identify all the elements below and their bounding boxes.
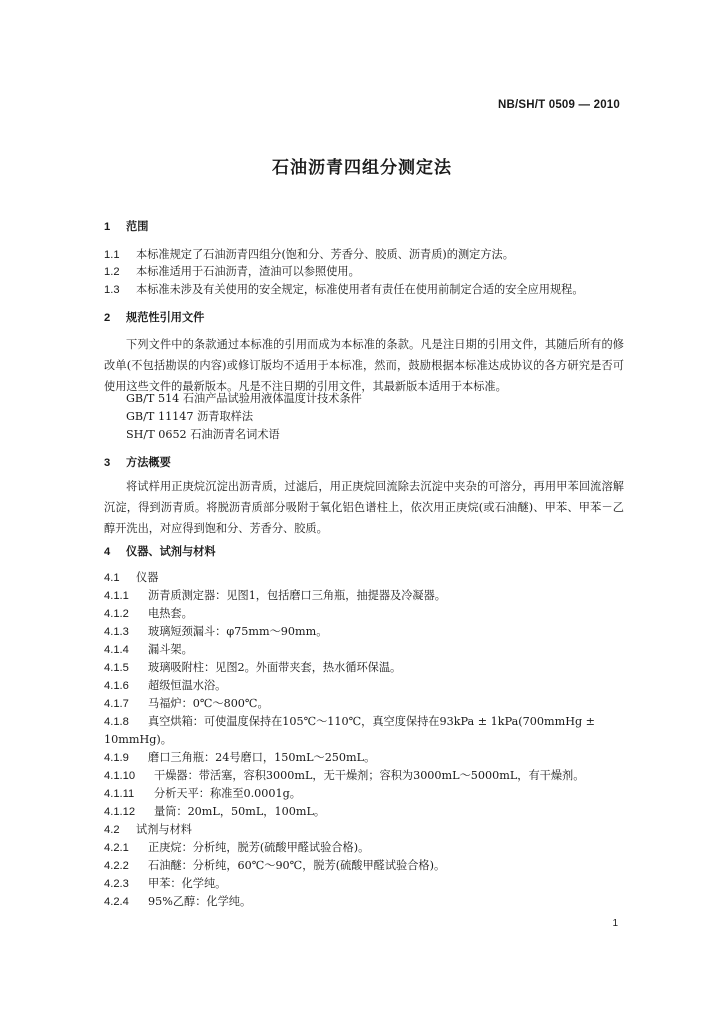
reference-gbt-11147: GB/T 11147 沥青取样法 — [126, 410, 254, 423]
clause-4-1-5: 4.1.5 玻璃吸附柱：见图2。外面带夹套，热水循环保温。 — [104, 661, 402, 674]
clause-1-1: 1.1 本标准规定了石油沥青四组分(饱和分、芳香分、胶质、沥青质)的测定方法。 — [104, 248, 514, 261]
clause-4-1-12: 4.1.12 量筒：20mL，50mL，100mL。 — [104, 805, 326, 818]
page-number: 1 — [612, 918, 618, 929]
section-2-paragraph: 下列文件中的条款通过本标准的引用而成为本标准的条款。凡是注日期的引用文件，其随后所有的修改单(不包括勘误的内容)或修订版均不适用于本标准，然而，鼓励根据本标准达成协议的各方研究是否可使用这些文件的最新版本。凡是不注日期的引用文件，其最新版本适用于本标准。 — [104, 338, 624, 393]
clause-4-1-8: 4.1.8 真空烘箱：可使温度保持在105℃～110℃，真空度保持在93kPa ± 1kPa(700mmHg ± — [104, 715, 596, 728]
clause-4-1-8-continued: 10mmHg)。 — [104, 733, 172, 746]
clause-4-1-11: 4.1.11 分析天平：称准至0.0001g。 — [104, 787, 301, 800]
section-2-heading: 2 规范性引用文件 — [104, 310, 205, 324]
clause-4-2-1: 4.2.1 正庚烷：分析纯，脱芳(硫酸甲醛试验合格)。 — [104, 841, 370, 854]
document-title: 石油沥青四组分测定法 — [272, 158, 452, 178]
clause-4-1-2: 4.1.2 电热套。 — [104, 607, 193, 620]
clause-4-1-7: 4.1.7 马福炉：0℃～800℃。 — [104, 697, 269, 710]
section-1-heading: 1 范围 — [104, 219, 149, 233]
reference-gbt-514: GB/T 514 石油产品试验用液体温度计技术条件 — [126, 392, 362, 405]
section-3-paragraph: 将试样用正庚烷沉淀出沥青质，过滤后，用正庚烷回流除去沉淀中夹杂的可溶分，再用甲苯回流溶解沉淀，得到沥青质。将脱沥青质部分吸附于氧化铝色谱柱上，依次用正庚烷(或石油醚)、甲苯、甲苯－乙醇开洗出，对应得到饱和分、芳香分、胶质。 — [104, 480, 624, 535]
subsection-4-1: 4.1 仪器 — [104, 571, 159, 584]
clause-4-1-1: 4.1.1 沥青质测定器：见图1，包括磨口三角瓶，抽提器及冷凝器。 — [104, 589, 446, 602]
standard-code: NB/SH/T 0509 — 2010 — [497, 99, 620, 111]
section-4-heading: 4 仪器、试剂与材料 — [104, 544, 216, 558]
clause-4-2-4: 4.2.4 95%乙醇：化学纯。 — [104, 895, 252, 908]
clause-4-2-3: 4.2.3 甲苯：化学纯。 — [104, 877, 227, 890]
subsection-4-2: 4.2 试剂与材料 — [104, 823, 192, 836]
clause-4-2-2: 4.2.2 石油醚：分析纯，60℃～90℃，脱芳(硫酸甲醛试验合格)。 — [104, 859, 446, 872]
clause-4-1-10: 4.1.10 干燥器：带活塞，容积3000mL，无干燥剂；容积为3000mL～5000mL，有干燥剂。 — [104, 769, 585, 782]
section-3-heading: 3 方法概要 — [104, 455, 171, 469]
reference-sht-0652: SH/T 0652 石油沥青名词术语 — [126, 428, 280, 441]
clause-1-2: 1.2 本标准适用于石油沥青，渣油可以参照使用。 — [104, 265, 360, 278]
clause-1-3: 1.3 本标准未涉及有关使用的安全规定，标准使用者有责任在使用前制定合适的安全应用规程。 — [104, 283, 584, 296]
clause-4-1-6: 4.1.6 超级恒温水浴。 — [104, 679, 227, 692]
clause-4-1-3: 4.1.3 玻璃短颈漏斗：φ75mm～90mm。 — [104, 625, 328, 638]
clause-4-1-9: 4.1.9 磨口三角瓶：24号磨口，150mL～250mL。 — [104, 751, 376, 764]
clause-4-1-4: 4.1.4 漏斗架。 — [104, 643, 193, 656]
